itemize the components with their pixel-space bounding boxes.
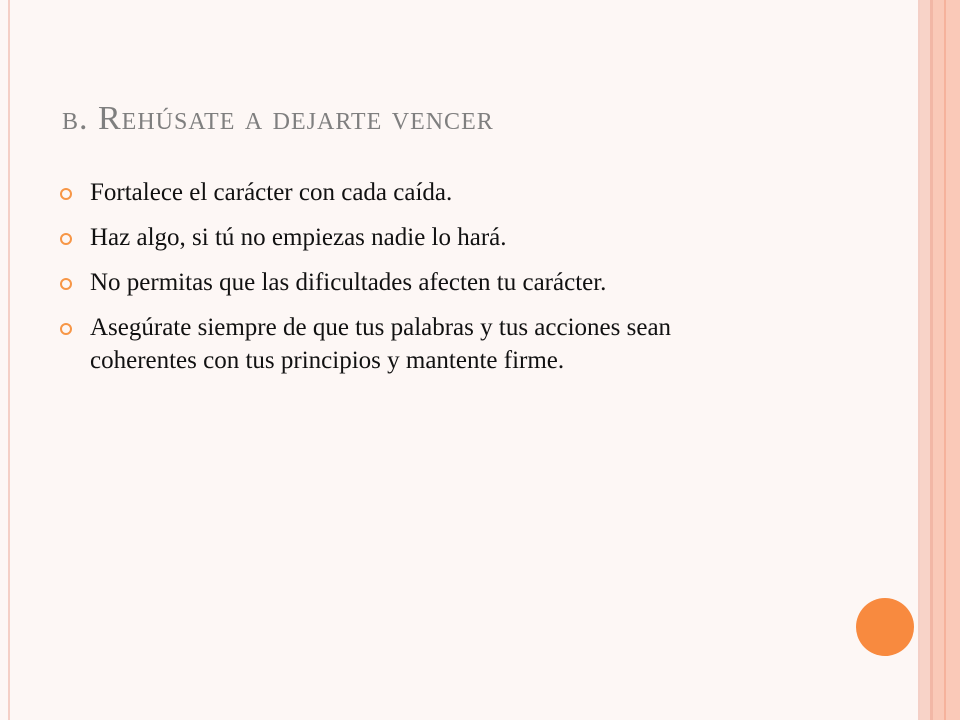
bullet-text: No permitas que las dificultades afecten tu carácter.	[90, 269, 607, 296]
ring-bullet-icon	[60, 188, 72, 200]
right-stripe	[920, 0, 930, 720]
orange-circle-decoration	[856, 598, 914, 656]
bullet-text: Asegúrate siempre de que tus palabras y tus acciones sean coherentes con tus principios y mantente firme.	[90, 314, 672, 374]
ring-bullet-icon	[60, 233, 72, 245]
ring-bullet-icon	[60, 278, 72, 290]
right-stripe-wide	[933, 0, 960, 720]
bullet-item	[60, 311, 780, 377]
bullet-text: Fortalece el carácter con cada caída.	[90, 179, 453, 206]
bullet-item	[60, 221, 780, 254]
bullet-item	[60, 266, 780, 299]
right-stripe-line	[944, 0, 946, 720]
bullet-text: Haz algo, si tú no empiezas nadie lo hará.	[90, 224, 507, 251]
slide-title: b. Rehúsate a dejarte vencer	[62, 100, 494, 137]
ring-bullet-icon	[60, 323, 72, 335]
bullet-item	[60, 176, 780, 209]
bullet-list	[60, 176, 780, 389]
